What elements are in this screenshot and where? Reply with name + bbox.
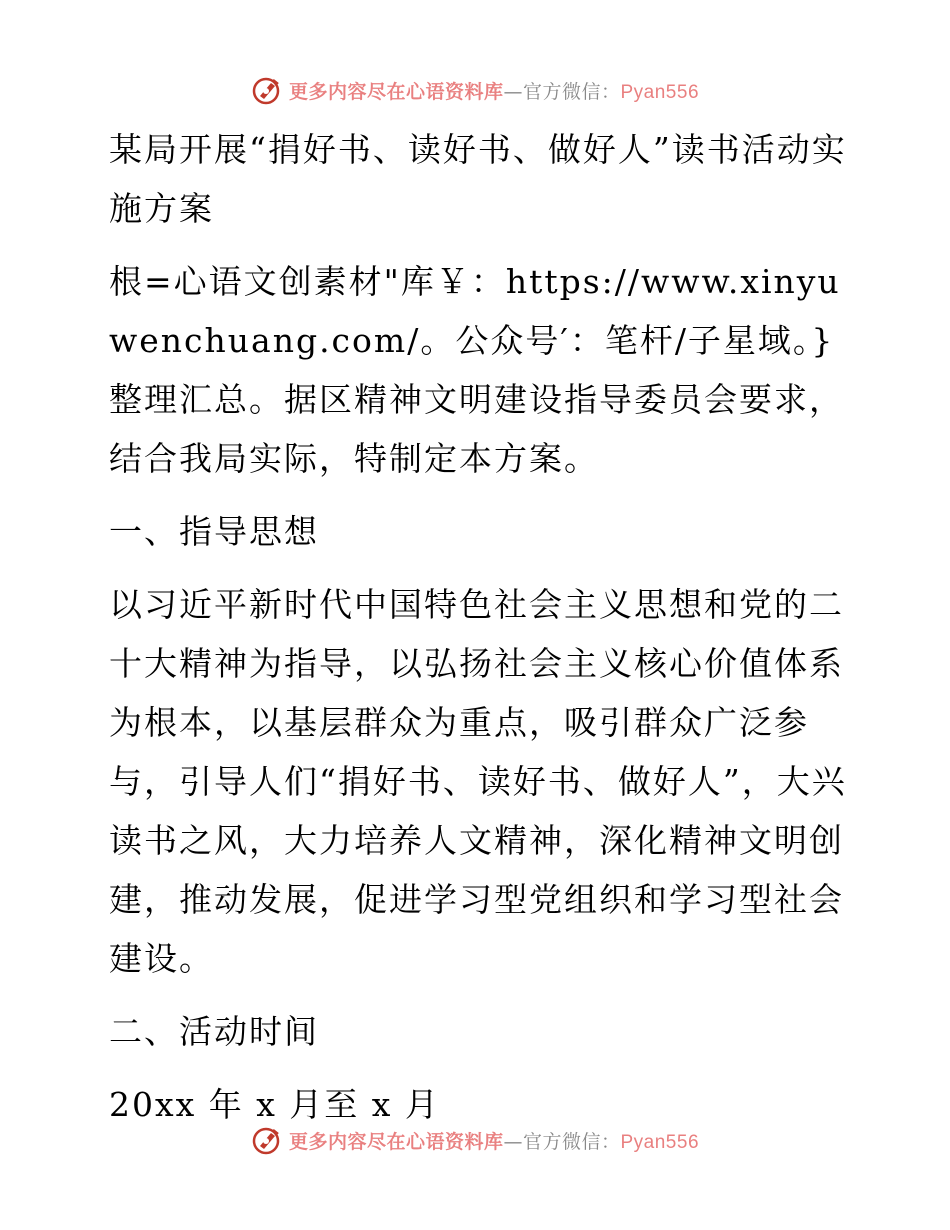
watermark-wechat-label: 官方微信： [522, 1130, 621, 1153]
watermark-slogan: 更多内容尽在心语资料库 [288, 80, 504, 103]
watermark-slogan: 更多内容尽在心语资料库 [288, 1130, 504, 1153]
watermark-text [289, 1127, 699, 1154]
guiding-thought-paragraph: 以习近平新时代中国特色社会主义思想和党的二十大精神为指导，以弘扬社会主义核心价值体系为根本，以基层群众为重点，吸引群众广泛参与，引导人们“捐好书、读好书、做好人”，大兴读书之风，大力培养人文精神，深化精神文明创建，推动发展，促进学习型党组织和学习型社会建设。 [109, 585, 847, 978]
section-heading-activity-time: 二、活动时间 [109, 1012, 319, 1051]
intro-paragraph: 根=心语文创素材"库￥：https://www.xinyuwenchuang.com/。公众号′：笔杆/子星域。}整理汇总。据区精神文明建设指导委员会要求，结合我局实际，特制定本方案。 [109, 262, 844, 478]
watermark-wechat-id: Pyan556 [620, 1131, 700, 1153]
pen-circle-icon [251, 1124, 283, 1156]
activity-time-value: 20xx 年 x 月至 x 月 [109, 1085, 440, 1124]
header-watermark [0, 70, 950, 110]
watermark-wechat-label: 官方微信： [522, 80, 621, 103]
footer-watermark [0, 1120, 950, 1160]
watermark-separator: — [503, 80, 523, 103]
pen-circle-icon [251, 74, 283, 106]
watermark-text [289, 77, 699, 104]
section-heading-guiding-thought: 一、指导思想 [109, 512, 319, 551]
watermark-separator: — [503, 1130, 523, 1153]
document-body [97, 120, 857, 1134]
watermark-wechat-id: Pyan556 [620, 81, 700, 103]
document-title: 某局开展“捐好书、读好书、做好人”读书活动实施方案 [109, 130, 847, 228]
